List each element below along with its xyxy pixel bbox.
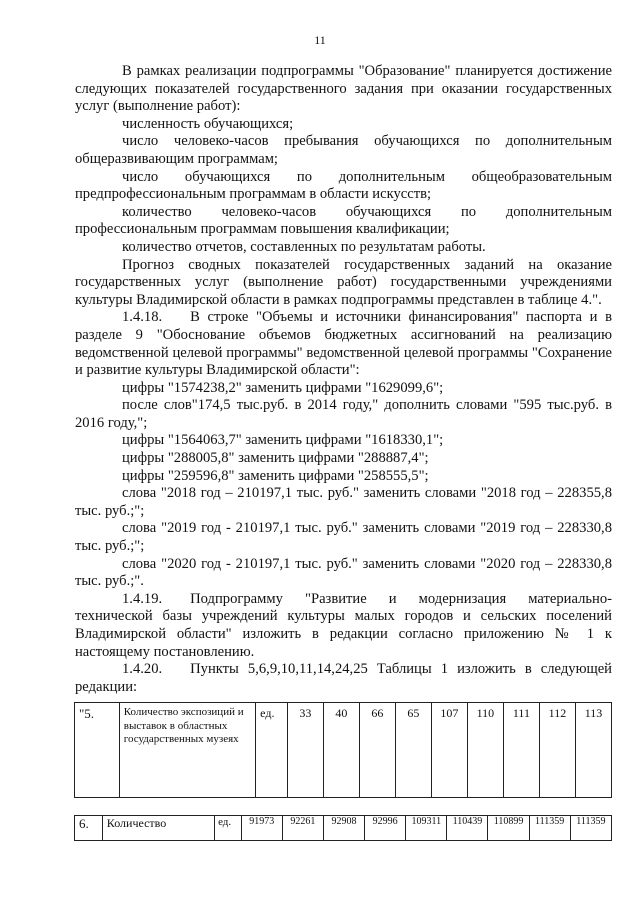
value-cell: 33 <box>287 703 323 798</box>
indicator-table-row-5 <box>74 702 612 798</box>
paragraph: слова "2018 год – 210197,1 тыс. руб." заменить словами "2018 год – 228355,8 тыс. руб.;"; <box>75 485 612 519</box>
paragraph-number: 1.4.20. <box>122 661 163 678</box>
paragraph: слова "2020 год - 210197,1 тыс. руб." заменить словами "2020 год – 228330,8 тыс. руб.;". <box>75 555 612 590</box>
paragraph: количество человеко-часов обучающихся по дополнительным профессиональным программам повышения квалификации; <box>75 203 612 238</box>
paragraph: слова "2019 год - 210197,1 тыс. руб." заменить словами "2019 год – 228330,8 тыс. руб.;"; <box>75 520 612 555</box>
indicator-name: Количество экспозиций и выставок в областных государственных музеях <box>119 703 255 798</box>
row-number: 6. <box>75 816 103 841</box>
paragraph: число человеко-часов пребывания обучающихся по дополнительным общеразвивающим программам; <box>75 133 612 167</box>
paragraph: численность обучающихся; <box>122 115 294 132</box>
paragraph-number: 1.4.19. <box>122 590 163 607</box>
indicator-table-row-6 <box>74 815 612 841</box>
indicator-name: Количество <box>102 816 214 841</box>
value-cell: 65 <box>395 703 431 798</box>
paragraph-text: В строке "Объемы и источники финансирования" паспорта и в разделе 9 "Обоснование объемов бюджетных ассигнований на реализацию ведомственной целевой программы" ведомственной целевой программы "Сохранение и развитие культуры Владимирской области": <box>75 309 612 379</box>
value-cell: 92908 <box>323 816 364 841</box>
paragraph-text: Пункты 5,6,9,10,11,14,24,25 Таблицы 1 изложить в следующей редакции: <box>75 661 612 695</box>
paragraph: после слов"174,5 тыс.руб. в 2014 году," дополнить словами "595 тыс.руб. в 2016 году,"; <box>75 397 612 431</box>
row-number: "5. <box>75 703 120 798</box>
paragraph-numbered <box>75 661 612 696</box>
paragraph: Прогноз сводных показателей государственных заданий на оказание государственных услуг (выполнение работ) государственными учреждениями культуры Владимирской области в рамках подпрограммы представлен в таблице 4.". <box>75 256 612 308</box>
table-row <box>75 703 612 798</box>
paragraph: цифры "1564063,7" заменить цифрами "1618330,1"; <box>122 432 444 449</box>
paragraph: цифры "259596,8" заменить цифрами "258555,5"; <box>122 467 429 484</box>
table-row <box>75 816 612 841</box>
unit: ед. <box>215 816 242 841</box>
value-cell: 110439 <box>447 816 488 841</box>
value-cell: 111359 <box>529 816 570 841</box>
value-cell: 109311 <box>406 816 447 841</box>
body-text <box>75 63 612 696</box>
value-cell: 92261 <box>282 816 323 841</box>
value-cell: 107 <box>431 703 467 798</box>
paragraph-number: 1.4.18. <box>122 309 163 326</box>
paragraph: число обучающихся по дополнительным общеобразовательным предпрофессиональным программам в области искусств; <box>75 168 612 203</box>
value-cell: 112 <box>539 703 575 798</box>
paragraph: количество отчетов, составленных по результатам работы. <box>122 238 486 255</box>
paragraph-text: Подпрограмму "Развитие и модернизация материально-технической базы учреждений культуры малых городов и сельских поселений Владимирской области" изложить в редакции согласно приложению № 1 к настоящему постановлению. <box>75 590 612 660</box>
paragraph-numbered <box>75 309 612 379</box>
paragraph: цифры "1574238,2" заменить цифрами "1629099,6"; <box>122 379 444 396</box>
paragraph: цифры "288005,8" заменить цифрами "288887,4"; <box>122 450 429 467</box>
unit: ед. <box>256 703 288 798</box>
value-cell: 110 <box>467 703 503 798</box>
page-number: 11 <box>314 33 326 47</box>
value-cell: 92996 <box>365 816 406 841</box>
value-cell: 111359 <box>570 816 611 841</box>
paragraph-numbered <box>75 591 612 661</box>
value-cell: 91973 <box>241 816 282 841</box>
value-cell: 110899 <box>488 816 529 841</box>
value-cell: 66 <box>359 703 395 798</box>
value-cell: 40 <box>323 703 359 798</box>
paragraph: В рамках реализации подпрограммы "Образование" планируется достижение следующих показателей государственного задания при оказании государственных услуг (выполнение работ): <box>75 63 612 115</box>
value-cell: 111 <box>503 703 539 798</box>
value-cell: 113 <box>575 703 611 798</box>
